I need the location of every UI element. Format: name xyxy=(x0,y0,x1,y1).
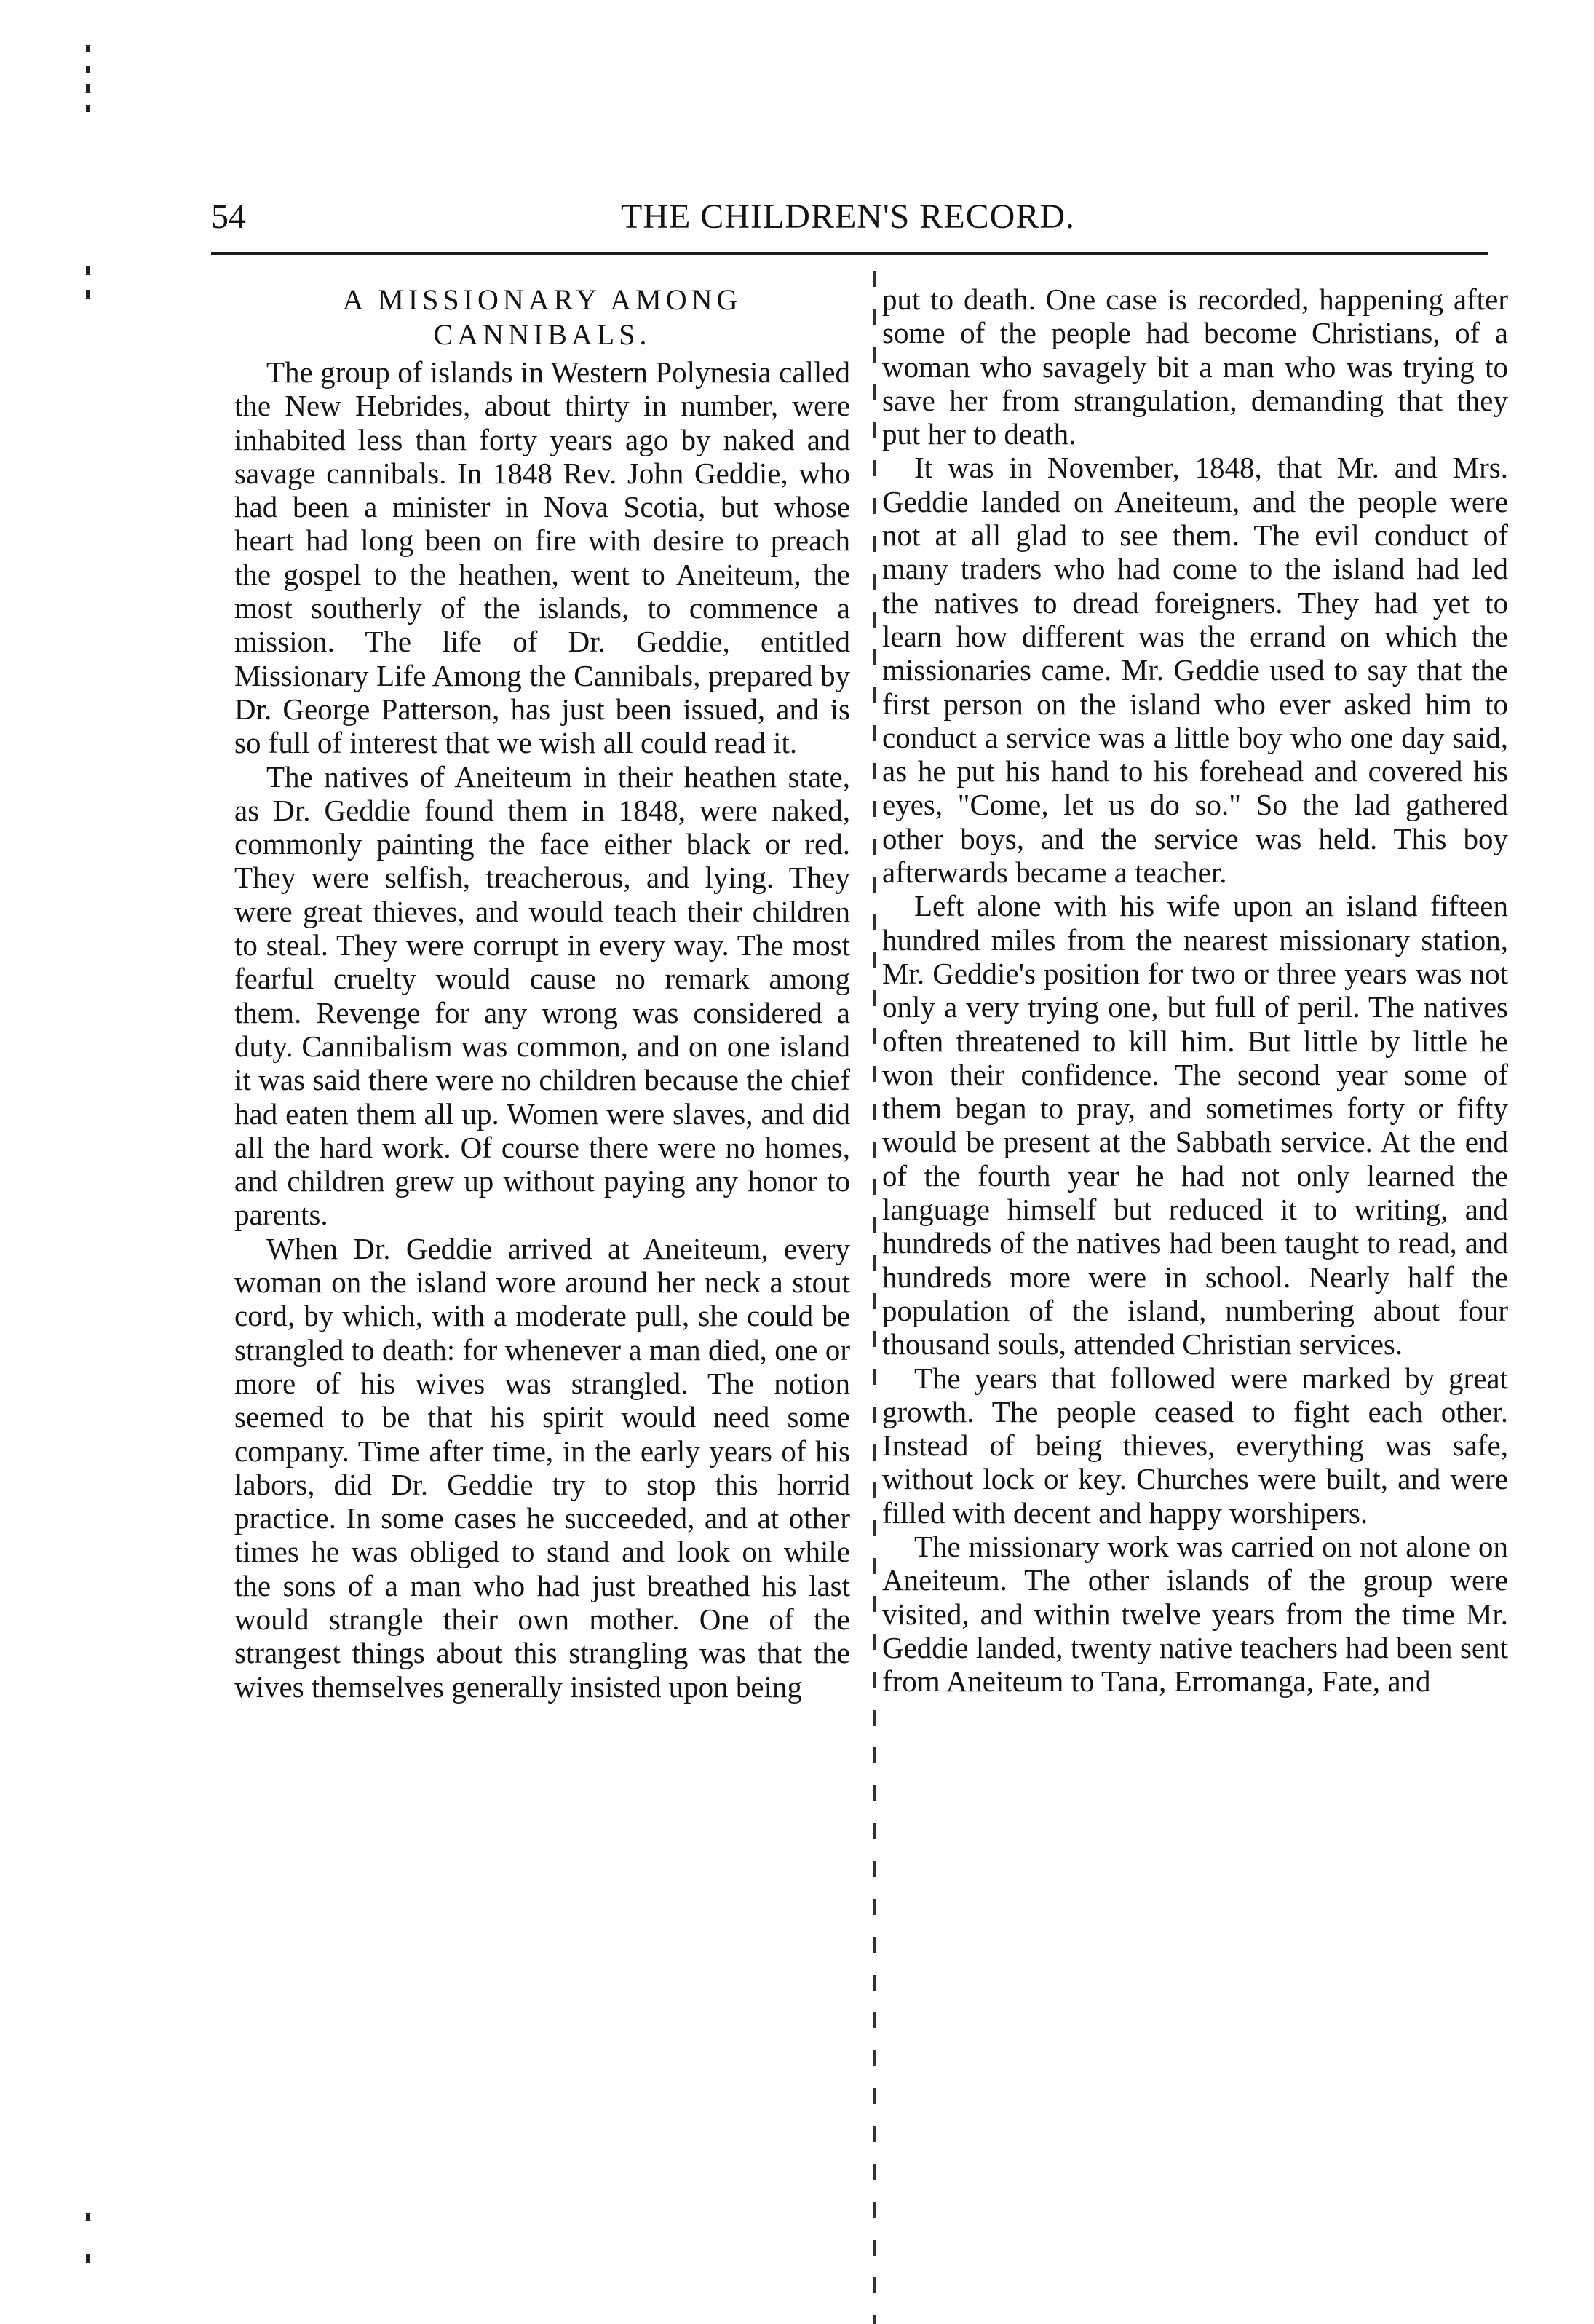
page-header xyxy=(211,191,1485,243)
page-number: 54 xyxy=(211,197,246,236)
right-column xyxy=(882,282,1508,1698)
paragraph: When Dr. Geddie arrived at Aneiteum, every woman on the island wore around her neck a stout cord, by which, with a moderate pull, she could be strangled to death: for whenever a man died, one or more of his wives was strangled. The notion seemed to be that his spirit would need some company. Time after time, in the early years of his labors, did Dr. Geddie try to stop this horrid practice. In some cases he succeeded, and at other times he was obliged to stand and look on while the sons of a man who had just breathed his last would strangle their own mother. One of the strangest things about this strangling was that the wives themselves generally insisted upon being xyxy=(234,1231,850,1704)
paragraph: It was in November, 1848, that Mr. and Mrs. Geddie landed on Aneiteum, and the people were not at all glad to see them. The evil conduct of many traders who had come to the island had led the natives to dread foreigners. They had yet to learn how different was the errand on which the missionaries came. Mr. Geddie used to say that the first person on the island who ever asked him to conduct a service was a little boy who one day said, as he put his hand to his forehead and covered his eyes, "Come, let us do so." So the lad gathered other boys, and the service was held. This boy afterwards became a teacher. xyxy=(882,451,1508,890)
paragraph: The years that followed were marked by great growth. The people ceased to fight each other. Instead of being thieves, everything was safe, without lock or key. Churches were built, and were filled with decent and happy worshipers. xyxy=(882,1361,1508,1530)
margin-mark xyxy=(86,2213,90,2221)
header-rule xyxy=(211,252,1488,255)
margin-mark xyxy=(86,266,90,275)
paragraph: The missionary work was carried on not alone on Aneiteum. The other islands of the group were visited, and within twelve years from the time Mr. Geddie landed, twenty native teachers had been sent from Aneiteum to Tana, Erromanga, Fate, and xyxy=(882,1529,1508,1699)
margin-mark xyxy=(86,105,90,112)
left-column xyxy=(234,282,850,1704)
article-title: A MISSIONARY AMONG CANNIBALS. xyxy=(342,283,742,351)
paragraph: The group of islands in Western Polynesia called the New Hebrides, about thirty in number, were inhabited less than forty years ago by naked and savage cannibals. In 1848 Rev. John Geddie, who had been a minister in Nova Scotia, but whose heart had long been on fire with desire to preach the gospel to the heathen, went to Aneiteum, the most southerly of the islands, to commence a mission. The life of Dr. Geddie, entitled Missionary Life Among the Cannibals, prepared by Dr. George Patterson, has just been issued, and is so full of interest that we wish all could read it. xyxy=(234,355,850,760)
paragraph-continuation: put to death. One case is recorded, happening after some of the people had become Christians, of a woman who savagely bit a man who was trying to save her from strangulation, demanding that they put her to death. xyxy=(882,282,1508,451)
paragraph: The natives of Aneiteum in their heathen state, as Dr. Geddie found them in 1848, were naked, commonly painting the face either black or red. They were selfish, treacherous, and lying. They were great thieves, and would teach their children to steal. They were corrupt in every way. The most fearful cruelty would cause no remark among them. Revenge for any wrong was considered a duty. Cannibalism was common, and on one island it was said there were no children because the chief had eaten them all up. Women were slaves, and did all the hard work. Of course there were no homes, and children grew up without paying any honor to parents. xyxy=(234,759,850,1232)
paragraph: Left alone with his wife upon an island fifteen hundred miles from the nearest missionary station, Mr. Geddie's position for two or three years was not only a very trying one, but full of peril. The natives often threatened to kill him. But little by little he won their confidence. The second year some of them began to pray, and sometimes forty or fifty would be present at the Sabbath service. At the end of the fourth year he had not only learned the language himself but reduced it to writing, and hundreds of the natives had been taught to read, and hundreds more were in school. Nearly half the population of the island, numbering about four thousand souls, attended Christian services. xyxy=(882,889,1508,1361)
column-divider xyxy=(873,271,876,2324)
running-head: THE CHILDREN'S RECORD. xyxy=(621,197,1075,236)
margin-mark xyxy=(86,290,90,299)
margin-mark xyxy=(86,66,90,73)
margin-mark xyxy=(86,45,90,52)
margin-mark xyxy=(86,2254,90,2263)
margin-mark xyxy=(86,84,90,93)
